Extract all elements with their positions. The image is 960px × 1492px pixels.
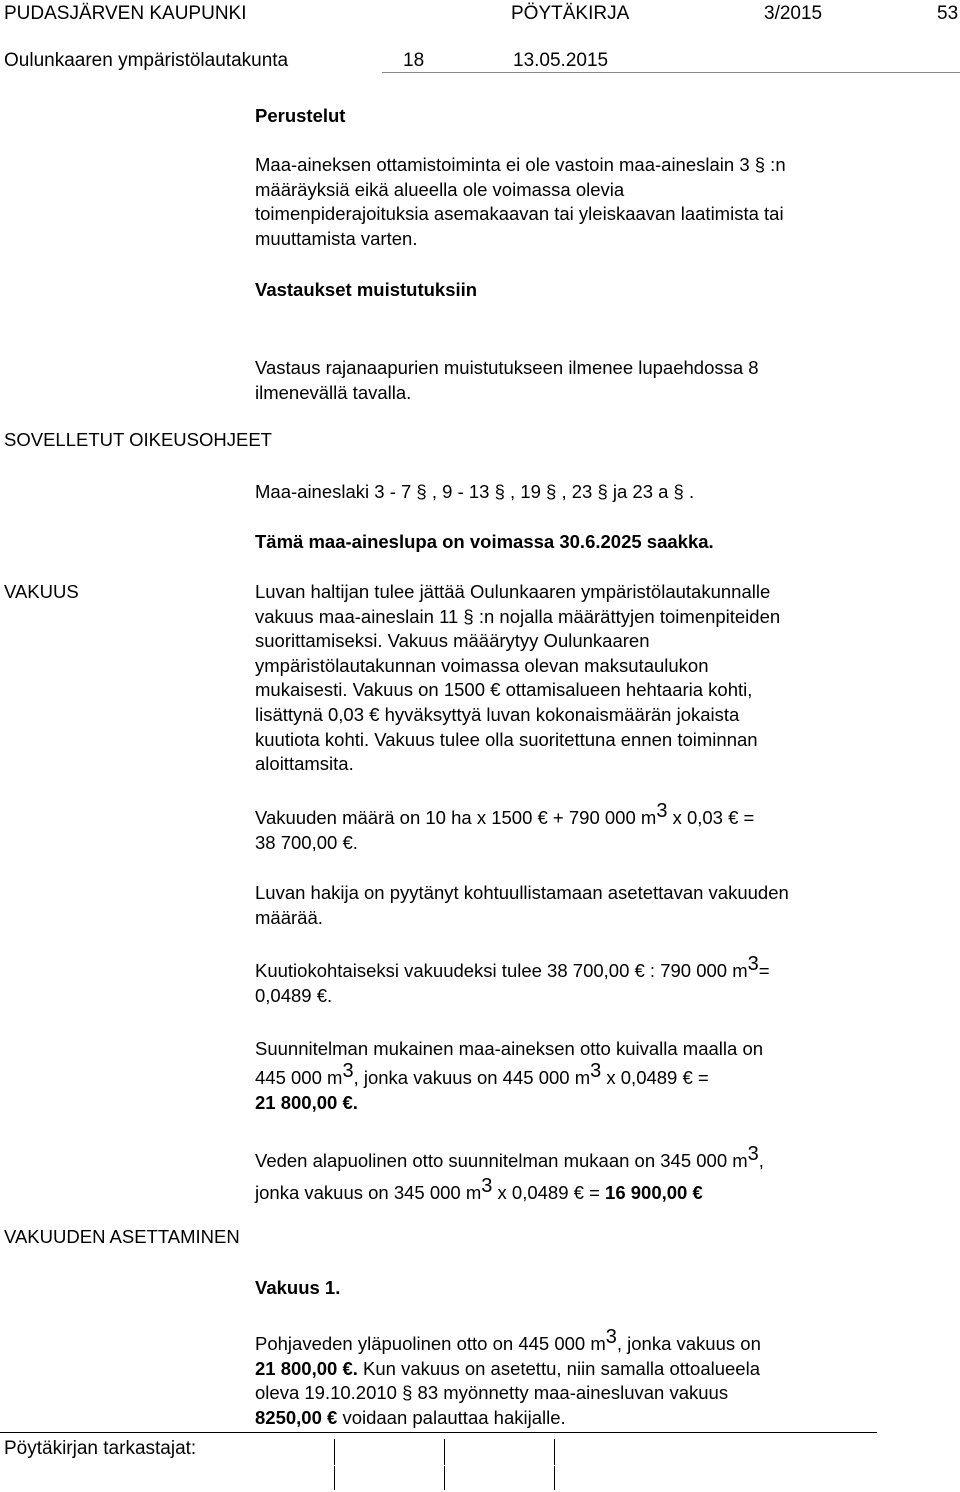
footer-tarkastajat-label: Pöytäkirjan tarkastajat: [4, 1438, 197, 1459]
paragraph-vastaus [255, 356, 915, 405]
text-line: määrää. [255, 906, 323, 928]
calc-text: x 0,0489 € = [492, 1182, 606, 1203]
text-line: kuutiota kohti. Vakuus tulee olla suoritettuna ennen toiminnan [255, 728, 758, 750]
calc-text: jonka vakuus on 345 000 m [255, 1182, 482, 1203]
superscript: 3 [605, 1326, 617, 1348]
text-line [255, 800, 915, 831]
calc-text: Kun vakuus on asetettu, niin samalla ottoalueela [357, 1357, 760, 1379]
text-voimassa: Tämä maa-aineslupa on voimassa 30.6.2025 saakka. [255, 531, 714, 552]
calc-text: voidaan palauttaa hakijalle. [337, 1406, 566, 1428]
calc-text: Veden alapuolinen otto suunnitelman mukaan on 345 000 m [255, 1150, 748, 1171]
superscript: 3 [481, 1175, 493, 1197]
text-line: Vastaus rajanaapurien muistutukseen ilmenee lupaehdossa 8 [255, 357, 759, 378]
text-line: toimenpiderajoituksia asemakaavan tai yleiskaavan laatimista tai [255, 203, 784, 225]
calc-text: = [758, 960, 770, 981]
text-line [255, 1357, 915, 1382]
paragraph-pohjaveden-ylapuolinen [255, 1326, 915, 1430]
header-date: 13.05.2015 [513, 50, 609, 71]
text-line: muuttamista varten. [255, 227, 418, 249]
superscript: 3 [590, 1060, 602, 1082]
text-line: oleva 19.10.2010 § 83 myönnetty maa-ainesluvan vakuus [255, 1382, 729, 1404]
text-line: Luvan hakija on pyytänyt kohtuullistamaan asetettavan vakuuden [255, 882, 789, 903]
text-line: määräyksiä eikä alueella ole voimassa olevia [255, 178, 625, 200]
calc-text: Pohjaveden yläpuolinen otto on 445 000 m [255, 1333, 606, 1354]
header-doc-type: PÖYTÄKIRJA [511, 3, 630, 24]
signature-box-divider [334, 1439, 335, 1465]
text-line: ympäristölautakunnan voimassa olevan maksutaulukon [255, 654, 709, 676]
text-line: vakuus maa-aineslain 11 § :n nojalla määrättyjen toimenpiteiden [255, 605, 781, 627]
calc-text: , jonka vakuus on [616, 1333, 761, 1354]
superscript: 3 [656, 800, 668, 822]
signature-box-divider [444, 1466, 445, 1490]
heading-vastaukset-muistutuksiin: Vastaukset muistutuksiin [255, 279, 478, 300]
heading-perustelut: Perustelut [255, 105, 346, 126]
text-line: mukaisesti. Vakuus on 1500 € ottamisalueen hehtaaria kohti, [255, 679, 753, 701]
text-line: lisättynä 0,03 € hyväksyttyä luvan kokonaismäärän jokaista [255, 703, 740, 725]
calc-text: Vakuuden määrä on 10 ha x 1500 € + 790 000 m [255, 807, 657, 828]
header-rule [382, 72, 960, 73]
paragraph-kuivalla-maalla [255, 1034, 915, 1117]
header-page-number: 53 [937, 3, 959, 24]
superscript: 3 [342, 1060, 354, 1082]
text-line [255, 1406, 915, 1431]
paragraph-kuutiokohtainen [255, 953, 915, 1008]
calc-text: x 0,03 € = [667, 807, 755, 828]
footer-rule [0, 1432, 877, 1433]
paragraph-veden-alapuolinen [255, 1145, 915, 1209]
signature-box-divider [444, 1439, 445, 1465]
text-line: Luvan haltijan tulee jättää Oulunkaaren ympäristölautakunnalle [255, 581, 771, 602]
label-vakuuden-asettaminen: VAKUUDEN ASETTAMINEN [4, 1226, 240, 1247]
text-line: ilmenevällä tavalla. [255, 381, 412, 403]
label-vakuus: VAKUUS [4, 581, 79, 602]
header-org: PUDASJÄRVEN KAUPUNKI [4, 3, 247, 24]
header-issue: 3/2015 [764, 3, 823, 24]
text-line: Maa-aineksen ottamistoiminta ei ole vastoin maa-aineslain 3 § :n [255, 154, 786, 175]
calc-total: 21 800,00 €. [255, 1357, 358, 1379]
signature-box-divider [334, 1466, 335, 1490]
paragraph-perustelut [255, 153, 915, 251]
header-section-number: 18 [403, 50, 425, 71]
text-line: 38 700,00 €. [255, 831, 358, 853]
calc-text: , [758, 1150, 764, 1171]
paragraph-vakuuden-maara [255, 800, 915, 855]
calc-total: 8250,00 € [255, 1406, 338, 1428]
text-line: 0,0489 €. [255, 984, 333, 1006]
superscript: 3 [747, 1143, 759, 1165]
calc-text: Kuutiokohtaiseksi vakuudeksi tulee 38 700,00 € : 790 000 m [255, 960, 748, 981]
paragraph-kohtuullistus [255, 881, 915, 930]
header-board: Oulunkaaren ympäristölautakunta [4, 50, 289, 71]
superscript: 3 [747, 953, 759, 975]
text-line: suorittamiseksi. Vakuus määärytyy Oulunkaaren [255, 630, 650, 652]
text-line: aloittamsita. [255, 753, 354, 775]
calc-text: 445 000 m [255, 1067, 343, 1088]
signature-box-divider [554, 1466, 555, 1490]
text-line [255, 1145, 915, 1177]
paragraph-vakuus [255, 580, 915, 777]
text-line [255, 1177, 915, 1209]
text-line-total: 21 800,00 €. [255, 1092, 358, 1113]
calc-total: 16 900,00 € [605, 1182, 703, 1203]
text-line [255, 953, 915, 984]
heading-vakuus-1: Vakuus 1. [255, 1277, 341, 1298]
calc-text: x 0,0489 € = [601, 1067, 709, 1088]
calc-text: , jonka vakuus on 445 000 m [353, 1067, 591, 1088]
text-line [255, 1326, 915, 1357]
text-maa-aineslaki: Maa-aineslaki 3 - 7 § , 9 - 13 § , 19 § , 23 § ja 23 a § . [255, 481, 695, 502]
text-line: Suunnitelman mukainen maa-aineksen otto kuivalla maalla on [255, 1038, 764, 1059]
label-sovelletut-oikeusohjeet: SOVELLETUT OIKEUSOHJEET [4, 429, 272, 450]
signature-box-divider [554, 1439, 555, 1465]
